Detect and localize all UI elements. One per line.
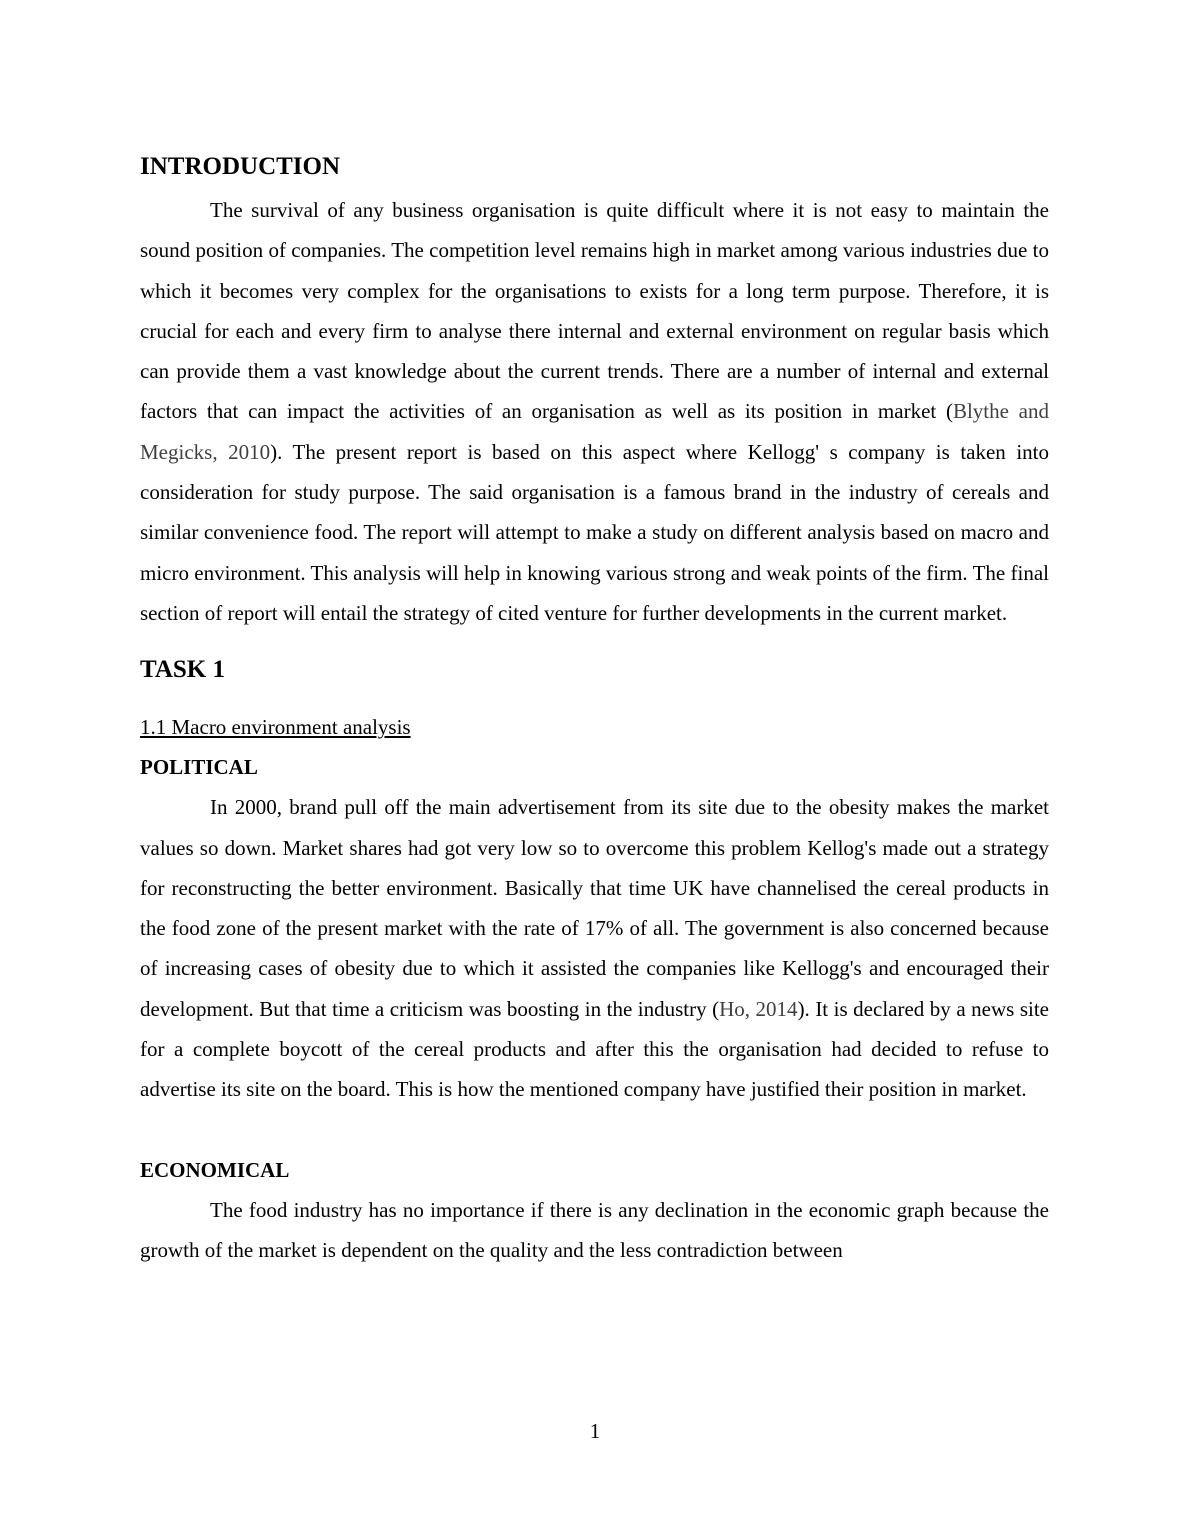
macro-environment-subheading: 1.1 Macro environment analysis (140, 715, 411, 740)
citation-blythe-megicks: Blythe and Megicks, 2010 (140, 399, 1049, 464)
introduction-text-part2: ). The present report is based on this aspect where Kellogg' s company is taken into consideration for study purpose. The said organisation is a famous brand in the industry of cereals and similar convenience food. The report will attempt to make a study on different analysis based on macro and micro environment. This analysis will help in knowing various strong and weak points of the firm. The final section of report will entail the strategy of cited venture for further developments in the current market. (140, 439, 1050, 625)
economical-heading: ECONOMICAL (140, 1157, 290, 1182)
political-paragraph (140, 787, 1049, 1109)
document-page (140, 148, 1049, 1270)
political-heading: POLITICAL (140, 755, 258, 780)
political-text-part1: In 2000, brand pull off the main advertisement from its site due to the obesity makes the market values so down. Market shares had got very low so to overcome this problem Kellog's made out a strategy for reconstructing the better environment. Basically that time UK have channelised the cereal products in the food zone of the present market with the rate of 17% of all. The government is also concerned because of increasing cases of obesity due to which it assisted the companies like Kellogg's and encouraged their development. But that time a criticism was boosting in the industry ( (140, 795, 1049, 1021)
introduction-text-part1: The survival of any business organisation is quite difficult where it is not easy to maintain the sound position of companies. The competition level remains high in market among various industries due to which it becomes very complex for the organisations to exists for a long term purpose. Therefore, it is crucial for each and every firm to analyse there internal and external environment on regular basis which can provide them a vast knowledge about the current trends. There are a number of internal and external factors that can impact the activities of an organisation as well as its position in market ( (140, 198, 1049, 424)
page-number: 1 (589, 1419, 601, 1443)
citation-ho: Ho, 2014 (719, 996, 798, 1021)
introduction-heading: INTRODUCTION (140, 153, 341, 180)
political-text-part2: ). It is declared by a news site for a complete boycott of the cereal products and after this the organisation had decided to refuse to advertise its site on the board. This is how the mentioned company have justified their position in market. (140, 996, 1049, 1102)
task1-heading: TASK 1 (140, 656, 225, 684)
introduction-paragraph (140, 190, 1049, 633)
economical-paragraph: The food industry has no importance if there is any declination in the economic graph because the growth of the market is dependent on the quality and the less contradiction between (140, 1197, 1049, 1262)
